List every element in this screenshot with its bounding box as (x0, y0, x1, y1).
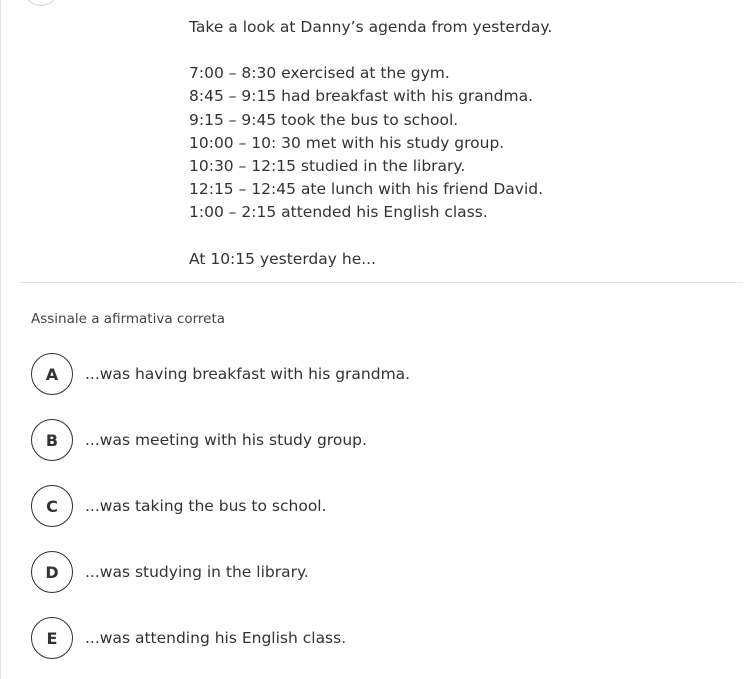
agenda-item: 1:00 – 2:15 attended his English class. (189, 203, 488, 222)
agenda-item: 7:00 – 8:30 exercised at the gym. (189, 64, 450, 83)
option-letter-badge[interactable]: A (31, 353, 73, 395)
option-letter-badge[interactable]: C (31, 485, 73, 527)
previous-question-marker (23, 0, 59, 6)
option-a[interactable] (31, 352, 410, 396)
option-text[interactable]: ...was attending his English class. (85, 629, 347, 647)
option-d[interactable] (31, 550, 309, 594)
option-c[interactable] (31, 484, 327, 528)
agenda-item: 9:15 – 9:45 took the bus to school. (189, 110, 459, 129)
agenda-item: 8:45 – 9:15 had breakfast with his grandma. (189, 87, 533, 106)
option-text[interactable]: ...was studying in the library. (85, 563, 309, 581)
question-prompt: At 10:15 yesterday he... (189, 249, 377, 268)
option-b[interactable] (31, 418, 367, 462)
option-letter-badge[interactable]: E (31, 617, 73, 659)
question-intro: Take a look at Danny’s agenda from yesterday. (189, 18, 553, 36)
option-text[interactable]: ...was taking the bus to school. (85, 497, 327, 515)
question-statement (189, 16, 729, 271)
section-divider (19, 282, 743, 283)
option-letter-badge[interactable]: B (31, 419, 73, 461)
option-letter-badge[interactable]: D (31, 551, 73, 593)
agenda-item: 10:00 – 10: 30 met with his study group. (189, 133, 505, 152)
option-e[interactable] (31, 616, 346, 660)
agenda-item: 10:30 – 12:15 studied in the library. (189, 157, 466, 176)
option-text[interactable]: ...was having breakfast with his grandma. (85, 365, 411, 383)
option-text[interactable]: ...was meeting with his study group. (85, 431, 367, 449)
agenda-item: 12:15 – 12:45 ate lunch with his friend David. (189, 180, 544, 199)
answer-instruction: Assinale a afirmativa correta (31, 311, 226, 327)
